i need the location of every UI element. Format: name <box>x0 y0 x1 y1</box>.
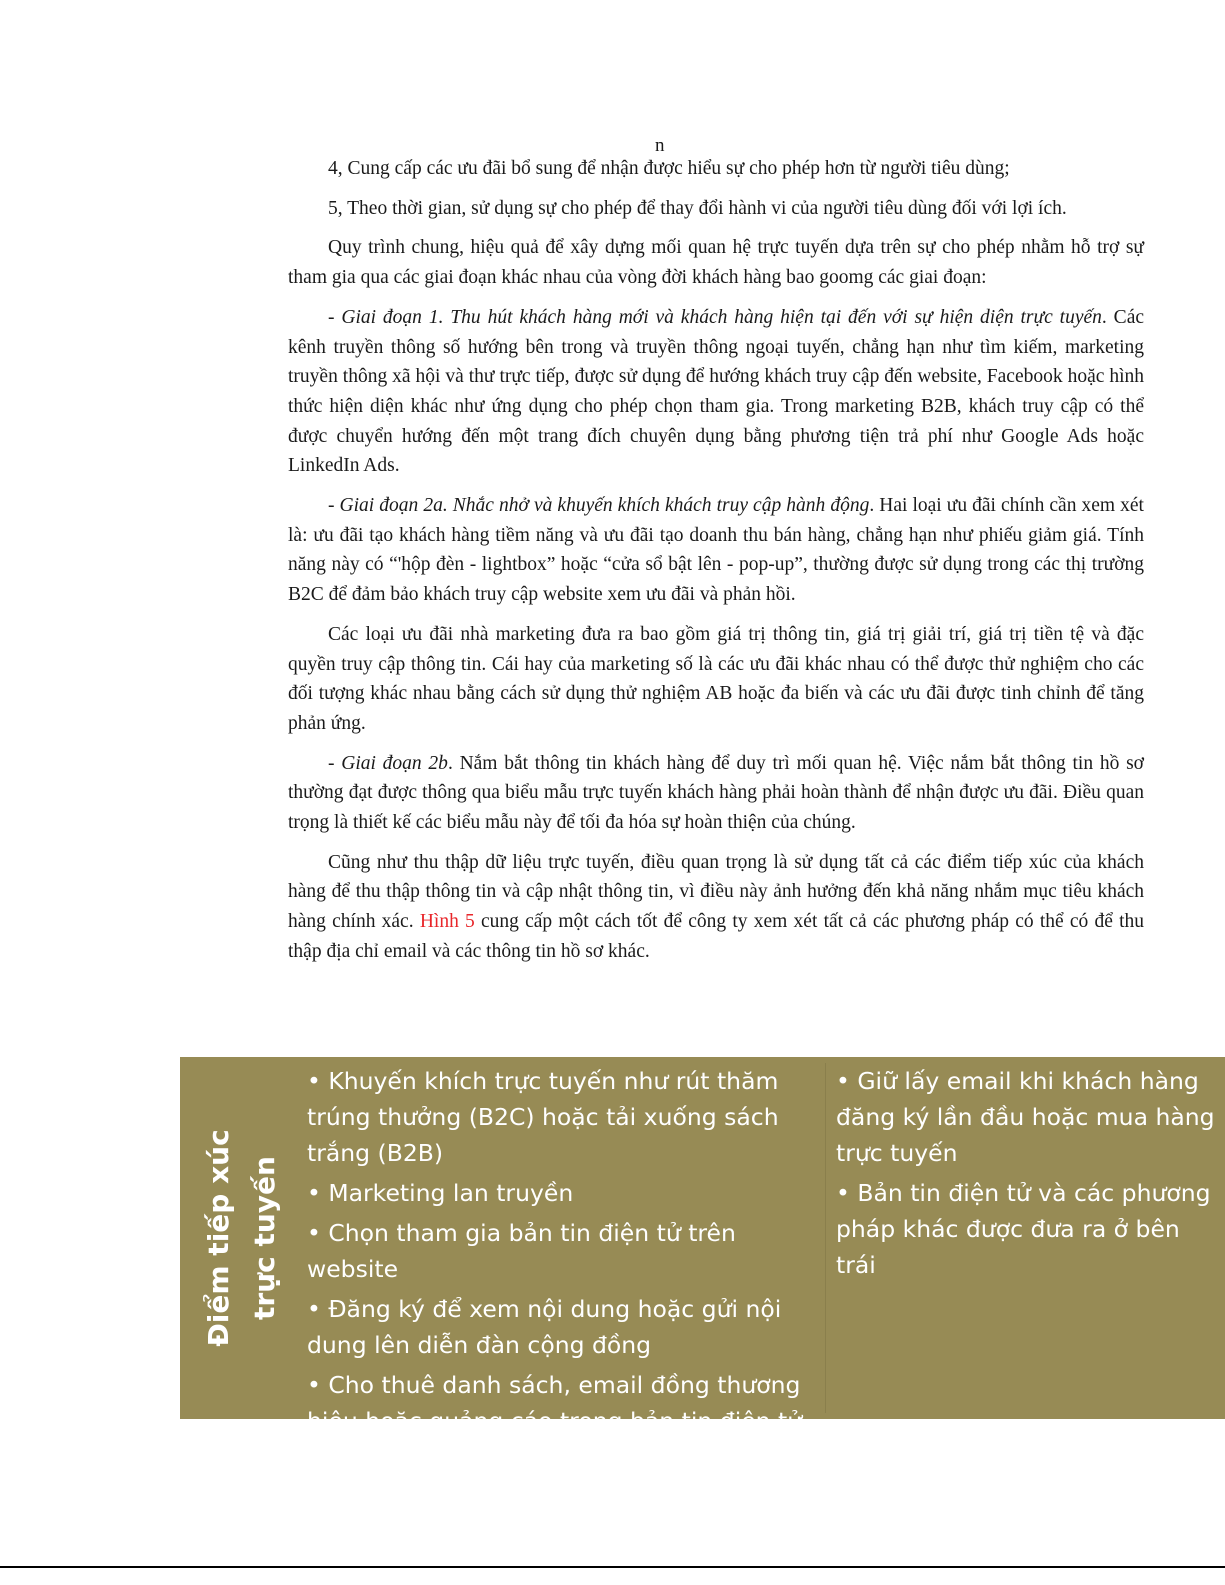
paragraph-stage-2a <box>288 491 1144 610</box>
figure-5-link[interactable]: Hình 5 <box>419 911 475 933</box>
box-title-line-1: Điểm tiếp xúc <box>202 1129 235 1347</box>
box-title-line-2: trực tuyến <box>248 1156 281 1320</box>
box-title <box>180 1057 305 1419</box>
paragraph-item-5: 5, Theo thời gian, sử dụng sự cho phép để thay đổi hành vi của người tiêu dùng đối với lợi ích. <box>328 197 1067 219</box>
paragraph-stage-1 <box>288 303 1144 481</box>
data-capture-before: Cũng như thu thập dữ liệu trực tuyến, điều quan trọng là sử dụng tất cả các điểm tiếp xúc của khách hàng để thu thập thông tin và cập nhật thông tin, vì điều này ảnh hưởng đến khả năng nhắm mục tiêu khách hàng chính xác. <box>288 851 1144 933</box>
stage-1-body: . Các kênh truyền thông số hướng bên trong và truyền thông ngoại tuyến, chẳng hạn như tìm kiếm, marketing truyền thông xã hội và thư trực tiếp, được sử dụng để hướng khách truy cập đến website, Facebook hoặc hình thức hiện diện khác như ứng dụng cho phép chọn tham gia. Trong marketing B2B, khách truy cập có thể được chuyển hướng đến một trang đích chuyên dụng bằng phương tiện trả phí như Google Ads hoặc LinkedIn Ads. <box>288 306 1145 477</box>
bottom-rule <box>0 1566 1225 1568</box>
stage-1-heading: - Giai đoạn 1. Thu hút khách hàng mới và khách hàng hiện tại đến với sự hiện diện trực tuyến <box>328 306 1102 328</box>
list-item: • Khuyến khích trực tuyến như rút thăm trúng thưởng (B2C) hoặc tải xuống sách trắng (B2B) <box>307 1067 779 1167</box>
box-title-text <box>196 1129 288 1346</box>
list-item: • Marketing lan truyền <box>307 1179 574 1207</box>
paragraph-offer-types: Các loại ưu đãi nhà marketing đưa ra bao gồm giá trị thông tin, giá trị giải trí, giá trị tiền tệ và đặc quyền truy cập thông tin. Cái hay của marketing số là các ưu đãi khác nhau có thể được thử nghiệm cho các đối tượng khác nhau bằng cách sử dụng thử nghiệm AB hoặc đa biến và các ưu đãi được tinh chỉnh để tăng phản ứng. <box>288 623 1144 734</box>
paragraph-stage-2b <box>288 749 1144 838</box>
list-item: • Đăng ký để xem nội dung hoặc gửi nội dung lên diễn đàn cộng đồng <box>307 1295 782 1359</box>
data-capture-after: cung cấp một cách tốt để công ty xem xét tất cả các phương pháp có thể có để thu thập địa chỉ email và các thông tin hồ sơ khác. <box>288 911 1145 962</box>
stage-2b-body: . Nắm bắt thông tin khách hàng để duy trì mối quan hệ. Việc nắm bắt thông tin hồ sơ thường đạt được thông qua biểu mẫu trực tuyến khách hàng phải hoàn thành để nhận được ưu đãi. Điều quan trọng là thiết kế các biểu mẫu này để tối đa hóa sự hoàn thiện của chúng. <box>288 752 1144 834</box>
online-touchpoints-box <box>180 1057 1225 1507</box>
paragraph-data-capture <box>288 848 1144 967</box>
list-item: • Bản tin điện tử và các phương pháp khác được đưa ra ở bên trái <box>836 1179 1211 1279</box>
paragraph-process-intro: Quy trình chung, hiệu quả để xây dựng mối quan hệ trực tuyến dựa trên sự cho phép nhằm hỗ trợ sự tham gia qua các giai đoạn khác nhau của vòng đời khách hàng bao goomg các giai đoạn: <box>288 237 1144 289</box>
stage-2b-heading: - Giai đoạn 2b <box>328 752 448 774</box>
stage-2a-heading: - Giai đoạn 2a. Nhắc nhở và khuyến khích khách truy cập hành động <box>328 495 870 517</box>
left-column <box>307 1063 827 1515</box>
paragraph-item-4: 4, Cung cấp các ưu đãi bổ sung để nhận được hiểu sự cho phép hơn từ người tiêu dùng; <box>328 158 1010 179</box>
right-column <box>836 1063 1216 1287</box>
list-item: • Cho thuê danh sách, email đồng thương hiệu hoặc quảng cáo trong bản tin điện tử của bên thứ ba để khuyến khích chọn tham gia <box>307 1371 819 1507</box>
body-text <box>288 140 1144 977</box>
stage-2a-body: . Hai loại ưu đãi chính cần xem xét là: ưu đãi tạo khách hàng tiềm năng và ưu đãi tạo doanh thu bán hàng, chẳng hạn như phiếu giảm giá. Tính năng này có “'hộp đèn - lightbox” hoặc “cửa sổ bật lên - pop-up”, thường được sử dụng trong các thị trường B2C để đảm bảo khách truy cập website xem ưu đãi và phản hồi. <box>288 495 1144 606</box>
list-item: • Giữ lấy email khi khách hàng đăng ký lần đầu hoặc mua hàng trực tuyến <box>836 1067 1215 1167</box>
stray-character: n <box>655 135 665 156</box>
list-item: • Chọn tham gia bản tin điện tử trên website <box>307 1219 736 1283</box>
column-divider <box>825 1063 826 1413</box>
